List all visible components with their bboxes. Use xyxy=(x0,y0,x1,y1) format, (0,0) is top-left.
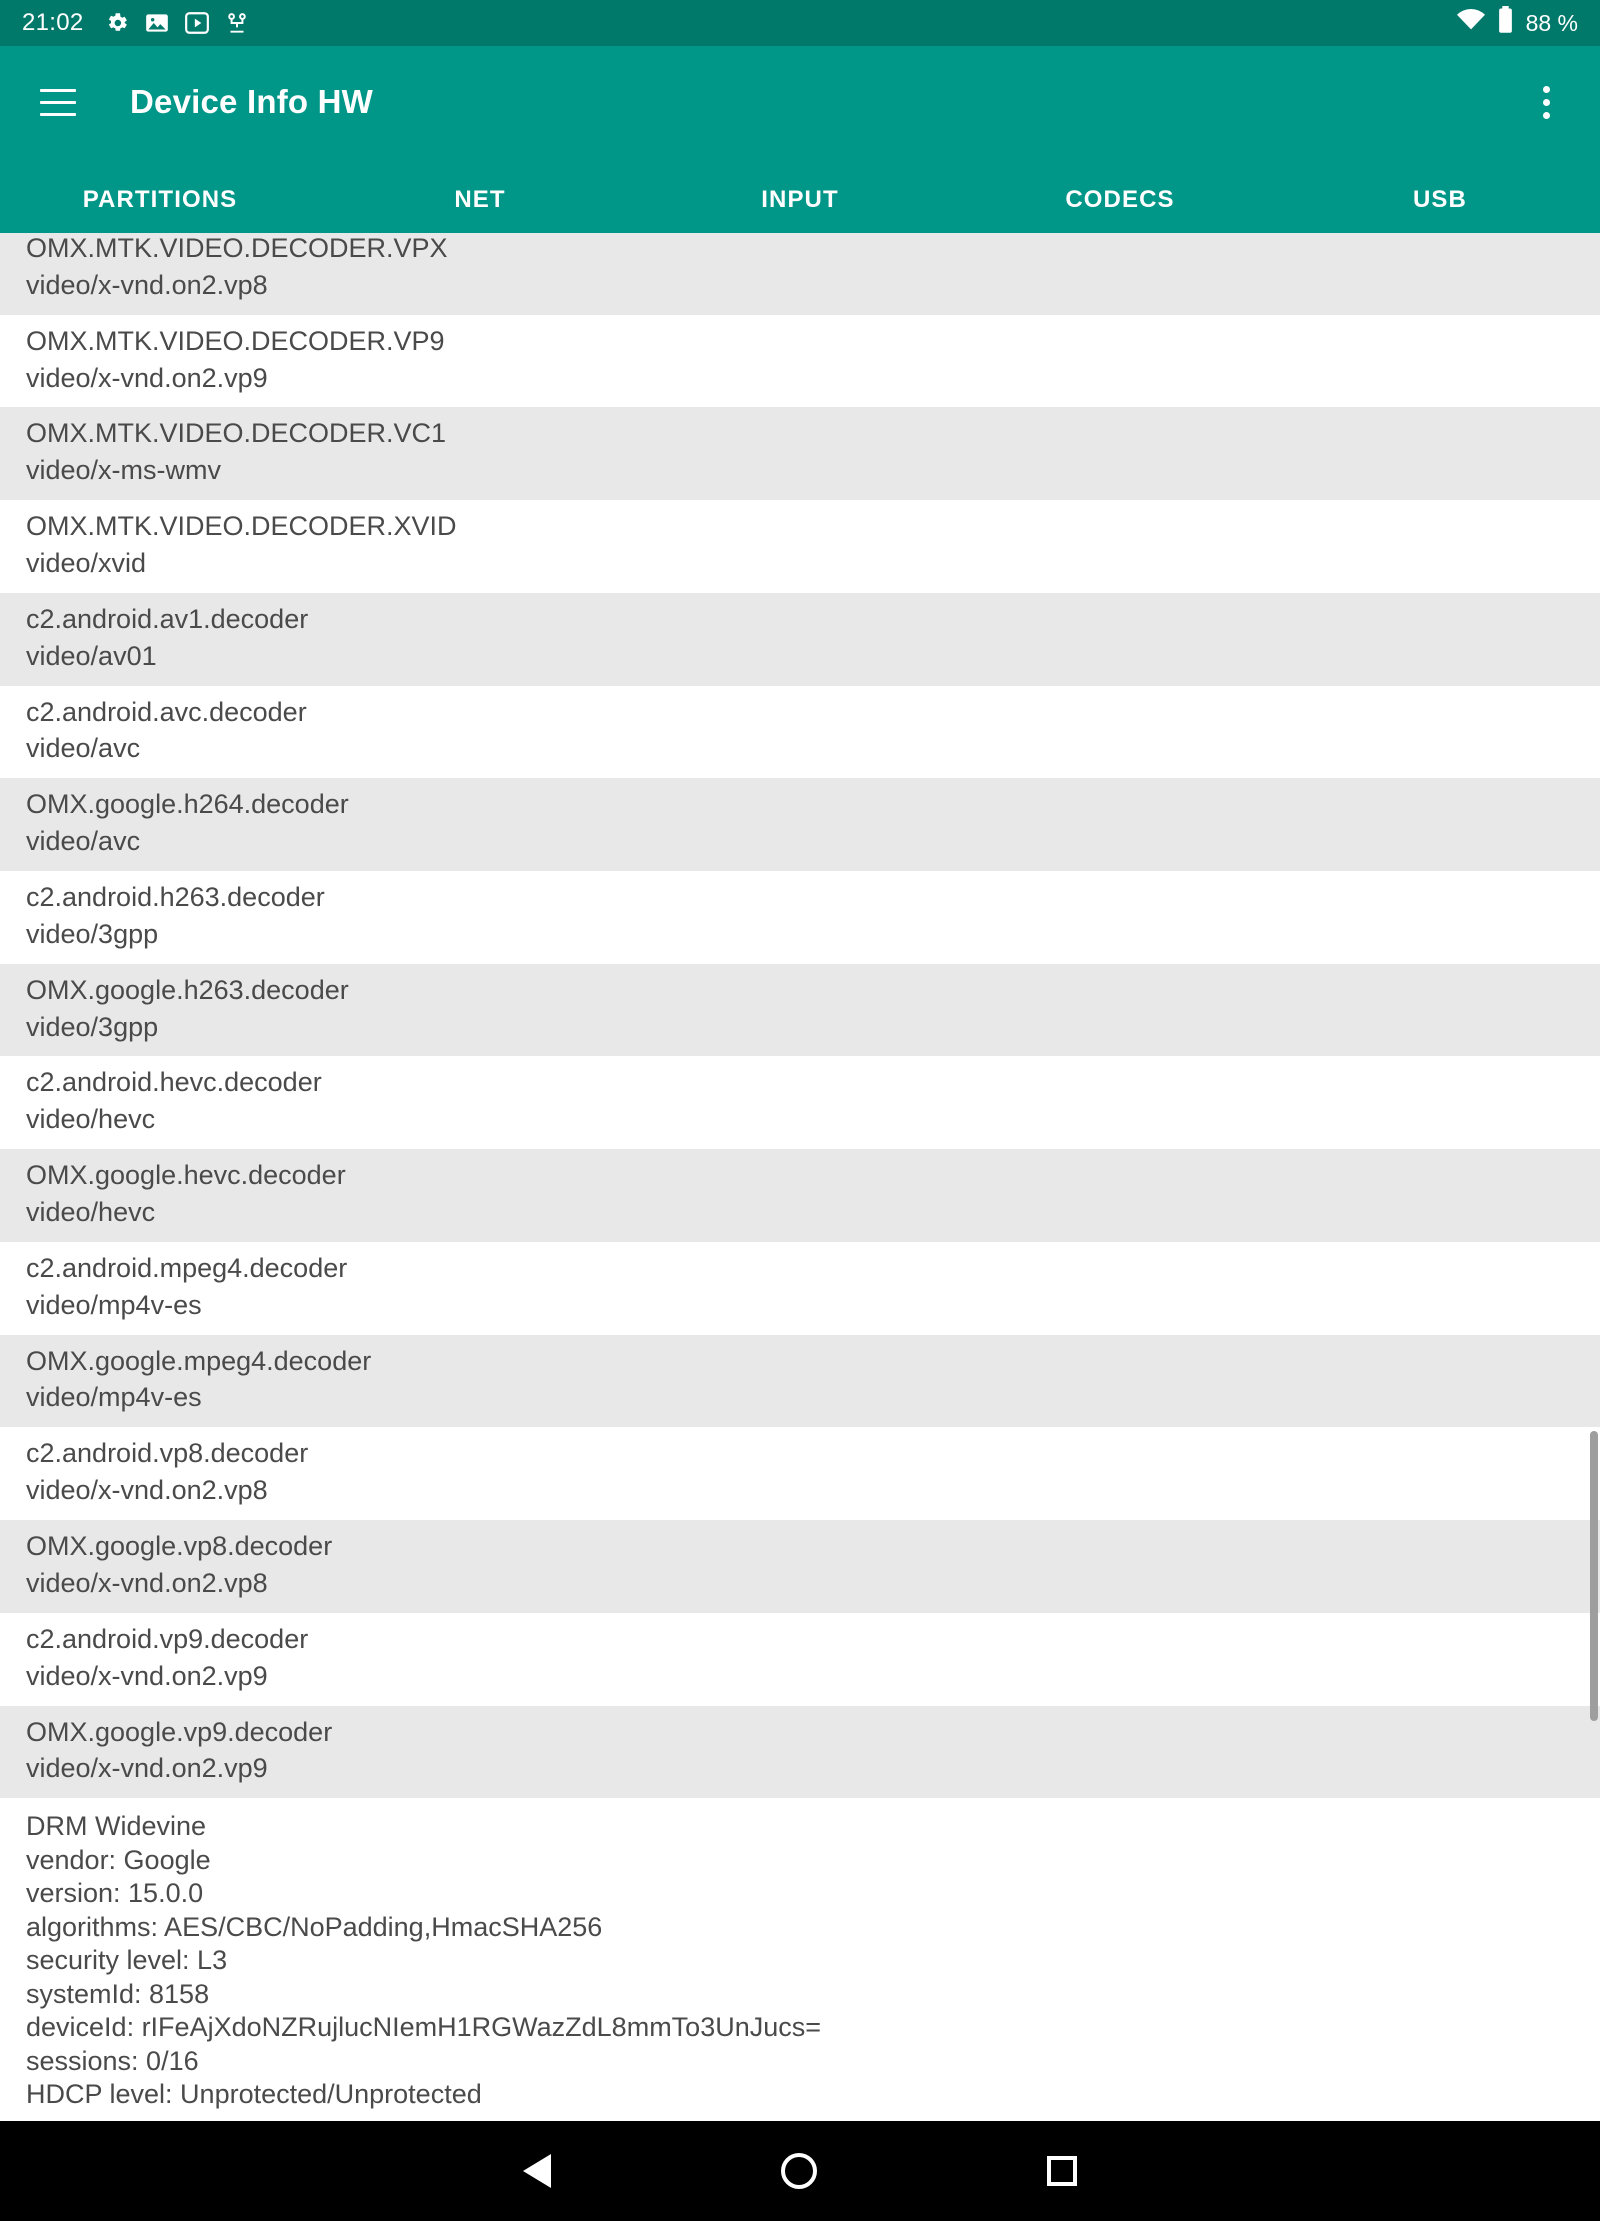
tab-partitions[interactable] xyxy=(0,158,320,241)
status-system-icons xyxy=(1457,6,1578,40)
codec-mime: video/3gpp xyxy=(26,1011,159,1042)
table-row[interactable] xyxy=(0,778,1600,871)
drm-security-level: security level: L3 xyxy=(26,1945,228,1976)
codec-mime: video/av01 xyxy=(26,640,157,671)
drm-widevine-section[interactable] xyxy=(0,1798,1600,2121)
table-row[interactable] xyxy=(0,871,1600,964)
drm-sessions: sessions: 0/16 xyxy=(26,2045,199,2076)
table-row[interactable] xyxy=(0,964,1600,1057)
codec-name: OMX.MTK.VIDEO.DECODER.VC1 xyxy=(26,418,447,449)
codec-name: OMX.MTK.VIDEO.DECODER.VPX xyxy=(26,233,448,263)
codec-name: OMX.google.vp8.decoder xyxy=(26,1531,333,1562)
table-row[interactable] xyxy=(0,593,1600,686)
status-clock: 21:02 xyxy=(22,9,84,36)
page-title: Device Info HW xyxy=(130,83,374,120)
codec-mime: video/hevc xyxy=(26,1197,156,1228)
table-row[interactable] xyxy=(0,1427,1600,1520)
table-row[interactable] xyxy=(0,407,1600,500)
codec-list[interactable] xyxy=(0,233,1600,2121)
codec-mime: video/x-vnd.on2.vp9 xyxy=(26,362,268,393)
table-row[interactable] xyxy=(0,1613,1600,1706)
codec-name: c2.android.vp9.decoder xyxy=(26,1623,309,1654)
codec-mime: video/xvid xyxy=(26,548,147,579)
tab-label: PARTITIONS xyxy=(82,185,238,213)
codec-mime: video/x-vnd.on2.vp8 xyxy=(26,269,268,300)
codec-name: OMX.MTK.VIDEO.DECODER.VP9 xyxy=(26,325,445,356)
table-row[interactable] xyxy=(0,500,1600,593)
tab-label: NET xyxy=(454,185,506,213)
tab-bar xyxy=(0,158,1600,241)
table-row[interactable] xyxy=(0,1335,1600,1428)
codec-mime: video/x-vnd.on2.vp8 xyxy=(26,1567,268,1598)
tab-net[interactable] xyxy=(320,158,640,241)
developer-icon xyxy=(224,10,250,36)
tab-input[interactable] xyxy=(640,158,960,241)
codec-name: c2.android.mpeg4.decoder xyxy=(26,1252,348,1283)
recents-nav-button[interactable] xyxy=(1047,2156,1077,2186)
codec-name: c2.android.vp8.decoder xyxy=(26,1438,309,1469)
gear-icon xyxy=(104,10,130,36)
codec-name: OMX.google.vp9.decoder xyxy=(26,1716,333,1747)
table-row[interactable] xyxy=(0,686,1600,779)
table-row[interactable] xyxy=(0,233,1600,315)
codec-name: OMX.google.h263.decoder xyxy=(26,974,349,1005)
drm-algorithms: algorithms: AES/CBC/NoPadding,HmacSHA256 xyxy=(26,1911,603,1942)
codec-mime: video/mp4v-es xyxy=(26,1289,202,1320)
table-row[interactable] xyxy=(0,1242,1600,1335)
scrollbar-thumb[interactable] xyxy=(1590,1431,1598,1721)
codec-name: OMX.google.h264.decoder xyxy=(26,789,349,820)
codec-mime: video/avc xyxy=(26,733,141,764)
codec-name: OMX.google.mpeg4.decoder xyxy=(26,1345,372,1376)
table-row[interactable] xyxy=(0,1056,1600,1149)
drm-vendor: vendor: Google xyxy=(26,1844,211,1875)
codec-name: c2.android.av1.decoder xyxy=(26,603,309,634)
status-notification-icons xyxy=(104,10,250,36)
drm-hdcp-level: HDCP level: Unprotected/Unprotected xyxy=(26,2078,482,2109)
battery-percentage: 88 % xyxy=(1525,9,1578,36)
drm-version: version: 15.0.0 xyxy=(26,1878,204,1909)
back-nav-button[interactable] xyxy=(523,2154,551,2188)
codec-mime: video/hevc xyxy=(26,1104,156,1135)
drm-title: DRM Widevine xyxy=(26,1811,207,1842)
table-row[interactable] xyxy=(0,1520,1600,1613)
codec-mime: video/mp4v-es xyxy=(26,1382,202,1413)
wifi-icon xyxy=(1457,9,1485,37)
table-row[interactable] xyxy=(0,1149,1600,1242)
codec-mime: video/x-vnd.on2.vp9 xyxy=(26,1660,268,1691)
tab-label: CODECS xyxy=(1065,185,1175,213)
battery-icon xyxy=(1497,6,1514,40)
drm-system-id: systemId: 8158 xyxy=(26,1978,210,2009)
table-row[interactable] xyxy=(0,1706,1600,1799)
tab-label: INPUT xyxy=(761,185,839,213)
tab-codecs[interactable] xyxy=(960,158,1280,241)
codec-mime: video/x-vnd.on2.vp8 xyxy=(26,1475,268,1506)
codec-name: c2.android.hevc.decoder xyxy=(26,1067,322,1098)
codec-name: c2.android.avc.decoder xyxy=(26,696,307,727)
codec-name: c2.android.h263.decoder xyxy=(26,882,325,913)
drm-device-id: deviceId: rIFeAjXdoNZRujlucNIemH1RGWazZdL8mmTo3UnJucs= xyxy=(26,2012,822,2043)
table-row[interactable] xyxy=(0,315,1600,408)
play-store-icon xyxy=(184,10,210,36)
overflow-menu-icon[interactable] xyxy=(1518,70,1574,134)
system-navigation-bar xyxy=(0,2121,1600,2221)
status-bar xyxy=(0,0,1600,46)
home-nav-button[interactable] xyxy=(781,2153,817,2189)
codec-mime: video/avc xyxy=(26,826,141,857)
hamburger-icon[interactable] xyxy=(26,70,90,134)
codec-name: OMX.MTK.VIDEO.DECODER.XVID xyxy=(26,511,457,542)
tab-label: USB xyxy=(1413,185,1467,213)
codec-mime: video/3gpp xyxy=(26,918,159,949)
codec-name: OMX.google.hevc.decoder xyxy=(26,1160,346,1191)
app-bar xyxy=(0,46,1600,158)
tab-usb[interactable] xyxy=(1280,158,1600,241)
codec-mime: video/x-ms-wmv xyxy=(26,455,222,486)
codec-mime: video/x-vnd.on2.vp9 xyxy=(26,1753,268,1784)
image-icon xyxy=(144,10,170,36)
